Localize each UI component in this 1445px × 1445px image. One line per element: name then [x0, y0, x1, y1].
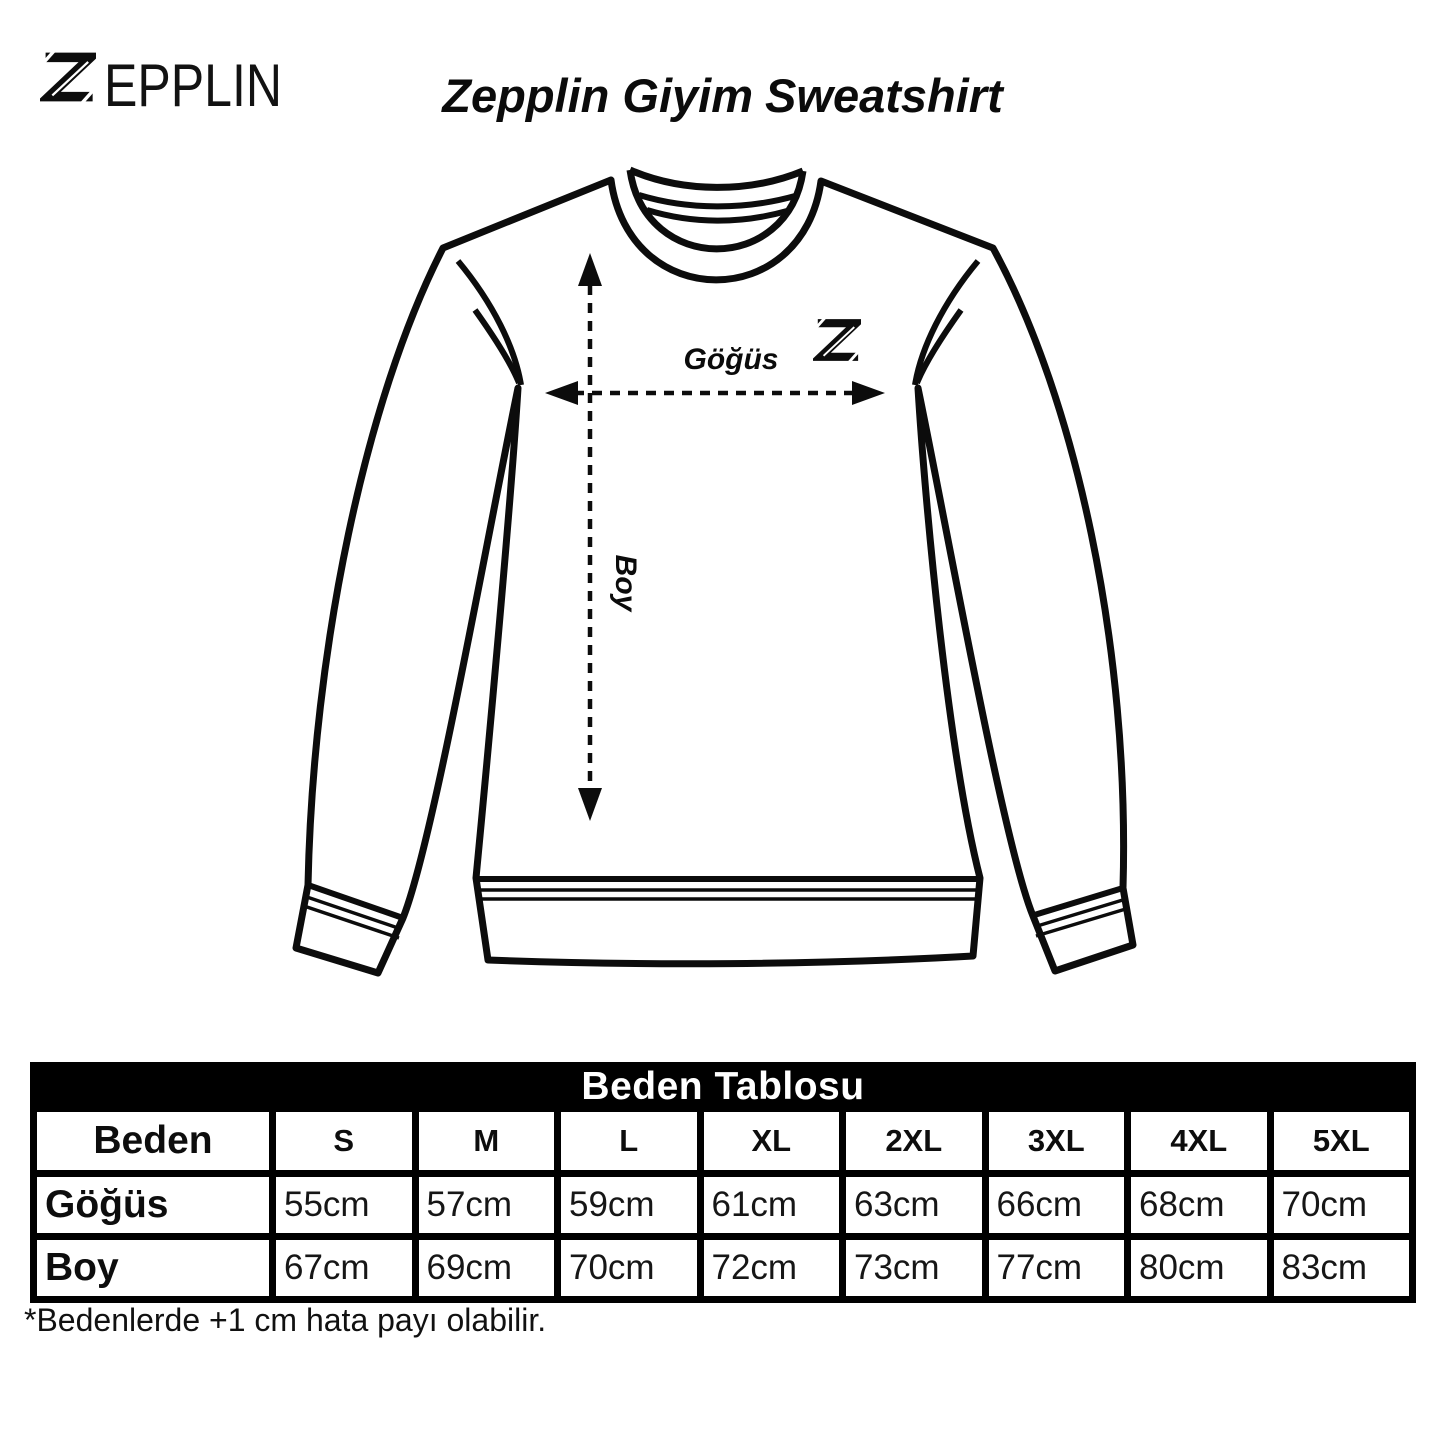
length-measure-label: Boy: [609, 554, 642, 612]
cell-gogus-s: 55cm: [276, 1177, 412, 1233]
col-header-m: M: [419, 1112, 555, 1170]
page-title-prefix: Zepplin Giyim: [442, 69, 754, 122]
cell-boy-3xl: 77cm: [989, 1240, 1125, 1296]
col-header-beden: Beden: [37, 1112, 269, 1170]
chest-arrow: [545, 381, 885, 405]
cell-boy-2xl: 73cm: [846, 1240, 982, 1296]
col-header-2xl: 2XL: [846, 1112, 982, 1170]
sweatshirt-outline: [296, 180, 1133, 973]
cell-gogus-3xl: 66cm: [989, 1177, 1125, 1233]
cell-gogus-m: 57cm: [419, 1177, 555, 1233]
col-header-5xl: 5XL: [1274, 1112, 1410, 1170]
cell-boy-l: 70cm: [561, 1240, 697, 1296]
page-title-emphasis: Sweatshirt: [765, 69, 1003, 122]
cell-boy-4xl: 80cm: [1131, 1240, 1267, 1296]
col-header-s: S: [276, 1112, 412, 1170]
length-arrow: [578, 253, 602, 821]
row-label-gogus: Göğüs: [37, 1177, 269, 1233]
col-header-3xl: 3XL: [989, 1112, 1125, 1170]
cell-boy-xl: 72cm: [704, 1240, 840, 1296]
cell-boy-s: 67cm: [276, 1240, 412, 1296]
size-table: [30, 1062, 1416, 1303]
cell-gogus-2xl: 63cm: [846, 1177, 982, 1233]
col-header-4xl: 4XL: [1131, 1112, 1267, 1170]
tolerance-footnote: *Bedenlerde +1 cm hata payı olabilir.: [24, 1302, 547, 1338]
collar-detail: [630, 170, 803, 249]
hem-rib-lines: [477, 879, 979, 899]
row-label-boy: Boy: [37, 1240, 269, 1296]
chest-z-logo-icon: [812, 315, 862, 365]
brand-wordmark: EPPLIN: [104, 52, 282, 112]
cell-gogus-5xl: 70cm: [1274, 1177, 1410, 1233]
chest-measure-label: Göğüs: [683, 343, 779, 376]
size-table-title: Beden Tablosu: [581, 1065, 865, 1108]
cell-gogus-4xl: 68cm: [1131, 1177, 1267, 1233]
cell-gogus-l: 59cm: [561, 1177, 697, 1233]
size-table-grid: [30, 1112, 1416, 1303]
col-header-xl: XL: [704, 1112, 840, 1170]
cell-boy-m: 69cm: [419, 1240, 555, 1296]
cell-boy-5xl: 83cm: [1274, 1240, 1410, 1296]
col-header-l: L: [561, 1112, 697, 1170]
page-title: [0, 70, 1445, 122]
cell-gogus-xl: 61cm: [704, 1177, 840, 1233]
cuff-rib-lines: [301, 885, 1129, 938]
sweatshirt-diagram: [283, 153, 1165, 1035]
